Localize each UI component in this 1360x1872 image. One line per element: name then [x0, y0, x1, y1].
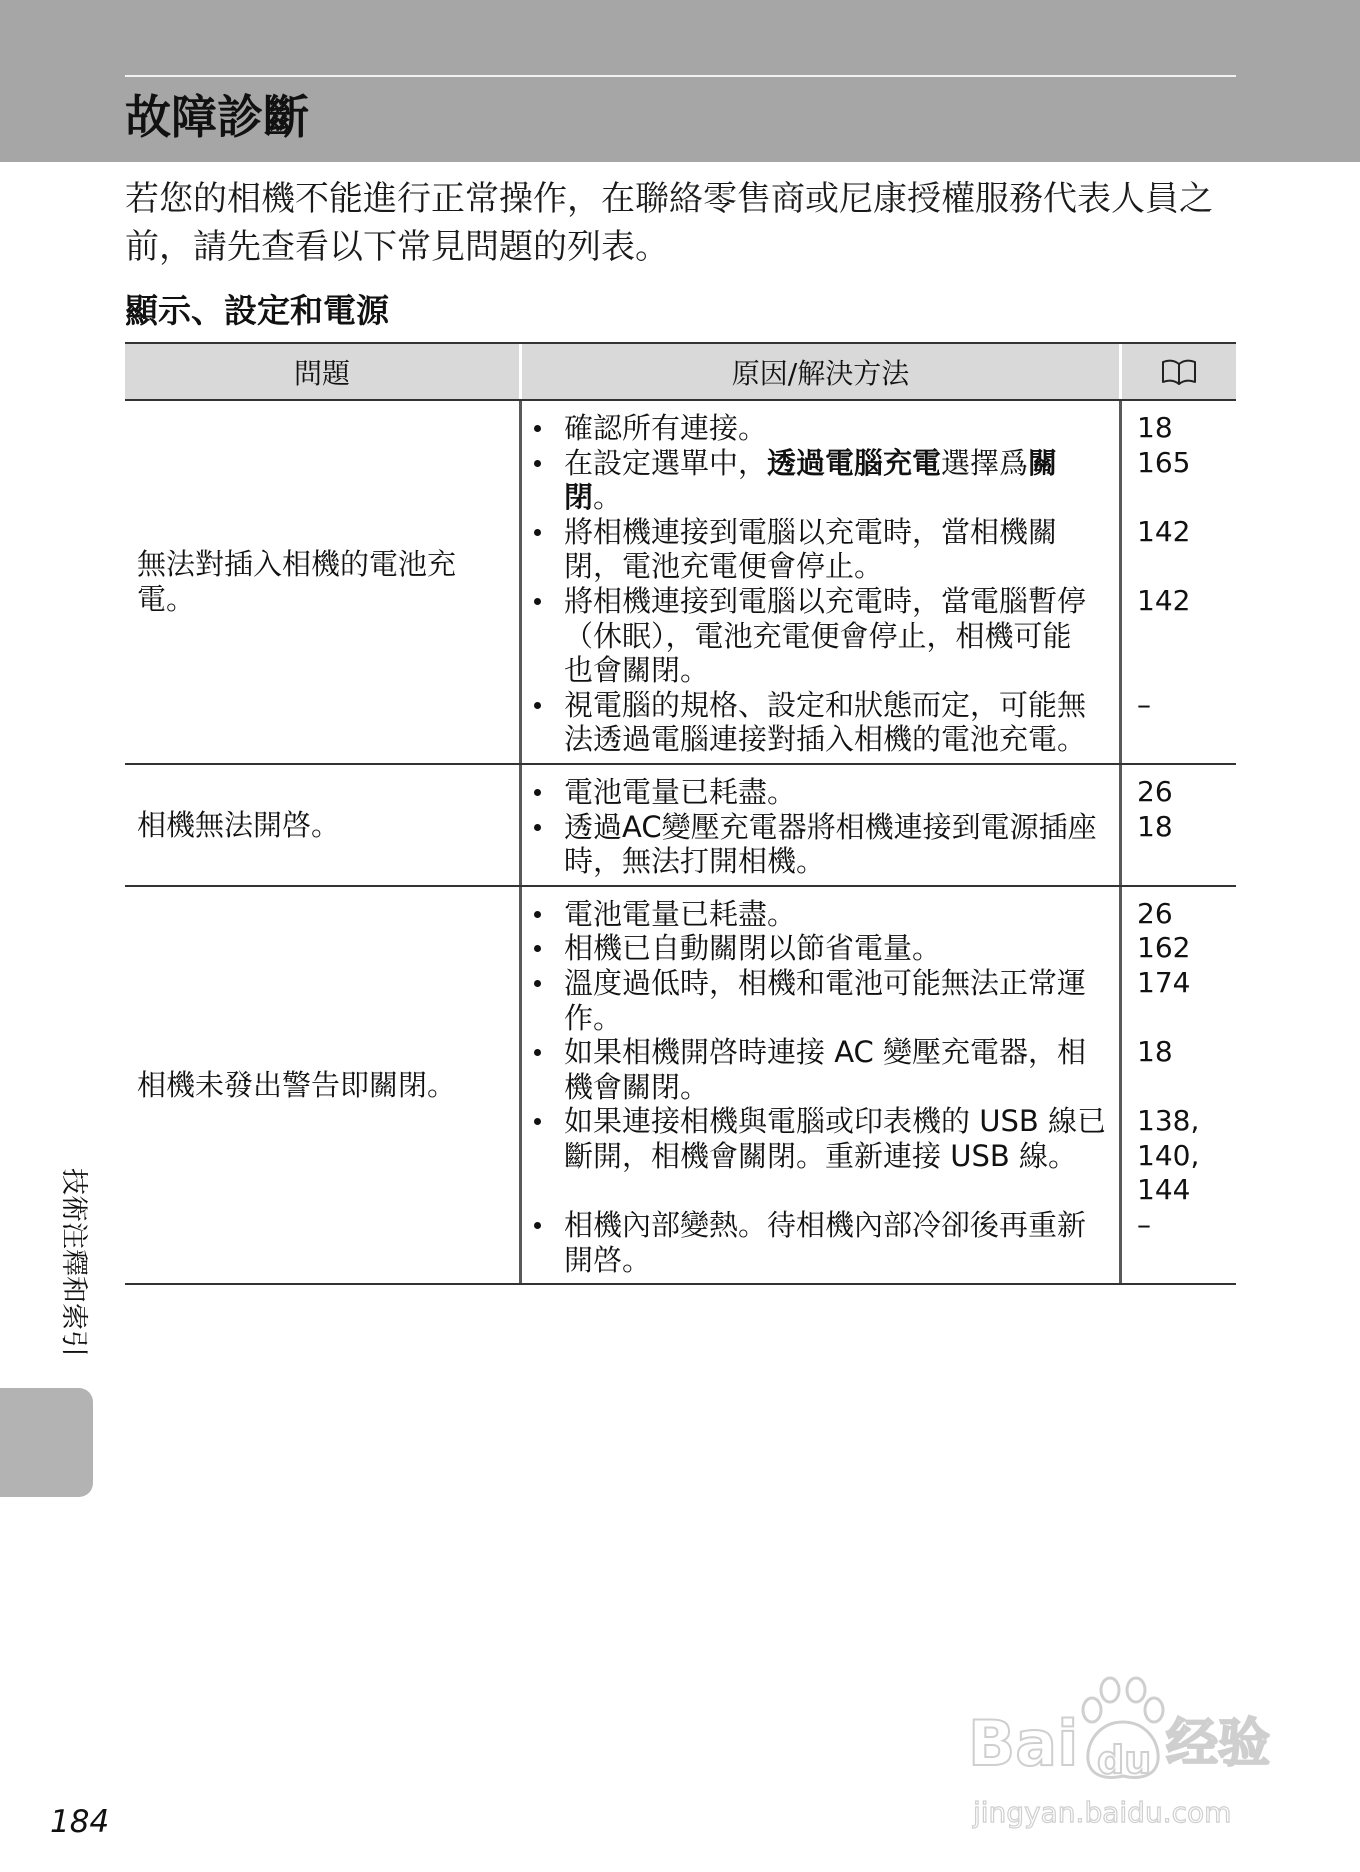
page-reference — [1122, 515, 1236, 584]
column-header-reference — [1122, 344, 1236, 399]
cause-text: 在設定選單中， — [564, 445, 768, 480]
cause-item — [522, 897, 1122, 932]
column-header-problem: 問題 — [125, 344, 522, 399]
problem-line: 相機無法開啓。 — [137, 807, 341, 842]
cause-line: 視電腦的規格、設定和狀態而定，可能無 — [564, 687, 1087, 722]
cause-line: 如果連接相機與電腦或印表機的 USB 線已 — [564, 1104, 1106, 1139]
cause-line: 電池電量已耗盡。 — [564, 774, 797, 809]
page-title: 故障診斷 — [125, 90, 309, 144]
cause-item — [522, 688, 1122, 757]
cause-item — [522, 584, 1122, 688]
cause-line: 也會關閉。 — [564, 653, 710, 688]
reference-line: 18 — [1137, 411, 1173, 444]
cause-line: 如果相機開啓時連接 AC 變壓充電器，相 — [564, 1035, 1087, 1070]
watermark-url: jingyan.baidu.com — [973, 1796, 1232, 1829]
bullet-icon — [534, 980, 541, 987]
cause-item — [522, 1104, 1122, 1208]
page-reference — [1122, 1104, 1236, 1208]
table-row — [125, 401, 1236, 765]
side-tab-marker — [0, 1388, 93, 1497]
cause-line: 透過AC變壓充電器將相機連接到電源插座 — [564, 809, 1097, 844]
page-number: 184 — [50, 1804, 110, 1840]
reference-line: 140, — [1137, 1138, 1200, 1172]
book-icon — [1161, 358, 1197, 386]
troubleshooting-table — [125, 342, 1236, 1285]
cause-line: 時，無法打開相機。 — [564, 844, 826, 879]
cause-text: 選擇爲 — [941, 445, 1029, 480]
page-reference — [1122, 810, 1236, 879]
page-reference — [1122, 446, 1236, 515]
cause-line: 溫度過低時，相機和電池可能無法正常運 — [564, 965, 1087, 1000]
intro-line: 若您的相機不能進行正常操作，在聯絡零售商或尼康授權服務代表人員之 — [125, 179, 1213, 219]
cause-line: 確認所有連接。 — [564, 411, 768, 445]
cause-item — [522, 1035, 1122, 1104]
problem-cell — [125, 887, 522, 1284]
cause-item — [522, 966, 1122, 1035]
table-row — [125, 887, 1236, 1286]
reference-line: 142 — [1137, 514, 1191, 548]
reference-line: 142 — [1137, 583, 1191, 617]
page-reference — [1122, 1208, 1236, 1277]
reference-line: 18 — [1137, 1035, 1173, 1069]
cause-reference-group — [522, 765, 1236, 885]
cause-item — [522, 411, 1122, 446]
cause-item — [522, 446, 1122, 515]
cause-line: 作。 — [564, 1000, 623, 1035]
bullet-icon — [534, 824, 541, 831]
bullet-icon — [534, 529, 541, 536]
cause-item — [522, 931, 1122, 966]
reference-line: 26 — [1137, 896, 1173, 930]
cause-bold-text: 透過電腦充電 — [767, 445, 942, 480]
watermark-brand-mid: du — [1097, 1738, 1152, 1782]
problem-text — [137, 547, 456, 616]
reference-line: – — [1137, 687, 1151, 721]
section-title: 顯示、設定和電源 — [125, 291, 389, 330]
cause-item — [522, 775, 1122, 810]
cause-line: 法透過電腦連接對插入相機的電池充電。 — [564, 722, 1087, 757]
reference-line: 144 — [1137, 1173, 1191, 1207]
problem-line: 電。 — [137, 581, 196, 616]
page-reference — [1122, 688, 1236, 757]
bullet-icon — [534, 702, 541, 709]
page-reference — [1122, 775, 1236, 810]
side-tab-label: 技術注釋和索引 — [58, 1168, 89, 1357]
column-header-cause: 原因/解決方法 — [522, 344, 1122, 399]
reference-line: 138, — [1137, 1104, 1200, 1138]
cause-reference-group — [522, 887, 1236, 1284]
bullet-icon — [534, 911, 541, 918]
cause-item — [522, 515, 1122, 584]
reference-line: 26 — [1137, 774, 1173, 808]
cause-text: 。 — [593, 480, 623, 515]
table-row — [125, 765, 1236, 887]
problem-text — [137, 1068, 456, 1103]
cause-reference-group — [522, 401, 1236, 763]
bullet-icon — [534, 1049, 541, 1056]
bullet-icon — [534, 598, 541, 605]
cause-bold-text: 閉 — [564, 480, 594, 515]
cause-bold-text: 關 — [1028, 445, 1058, 480]
bullet-icon — [534, 460, 541, 467]
problem-line: 相機未發出警告即關閉。 — [137, 1067, 457, 1102]
cause-line: 開啓。 — [564, 1242, 652, 1277]
cause-line: 電池電量已耗盡。 — [564, 896, 797, 931]
watermark-brand-left: Bai — [968, 1707, 1079, 1780]
intro-paragraph — [125, 175, 1213, 271]
watermark-brand-right: 经验 — [1166, 1714, 1271, 1774]
cause-line: 機會關閉。 — [564, 1069, 710, 1104]
page-reference — [1122, 931, 1236, 966]
table-body — [125, 401, 1236, 1285]
cause-line: 將相機連接到電腦以充電時，當相機關 — [564, 514, 1058, 549]
reference-line: 174 — [1137, 965, 1191, 999]
page-reference — [1122, 897, 1236, 932]
bullet-icon — [534, 789, 541, 796]
cause-item — [522, 1208, 1122, 1277]
table-header-row — [125, 342, 1236, 401]
cause-line: 閉，電池充電便會停止。 — [564, 549, 884, 584]
cause-line: 相機內部變熱。待相機內部冷卻後再重新 — [564, 1208, 1087, 1243]
bullet-icon — [534, 1118, 541, 1125]
intro-line: 前，請先查看以下常見問題的列表。 — [125, 227, 669, 267]
cause-item — [522, 810, 1122, 879]
page-reference — [1122, 584, 1236, 688]
bullet-icon — [534, 425, 541, 432]
bullet-icon — [534, 945, 541, 952]
problem-line: 無法對插入相機的電池充 — [137, 547, 457, 582]
bullet-icon — [534, 1222, 541, 1229]
reference-line: 162 — [1137, 931, 1191, 965]
reference-line: 165 — [1137, 445, 1191, 479]
page-reference — [1122, 966, 1236, 1035]
problem-cell — [125, 401, 522, 763]
problem-cell — [125, 765, 522, 885]
cause-line: 將相機連接到電腦以充電時，當電腦暫停 — [564, 583, 1087, 618]
cause-line: 斷開，相機會關閉。重新連接 USB 線。 — [564, 1138, 1077, 1173]
reference-line: – — [1137, 1208, 1151, 1242]
cause-line: 相機已自動關閉以節省電量。 — [564, 931, 942, 966]
header-rule — [125, 75, 1236, 77]
page-reference — [1122, 1035, 1236, 1104]
cause-line — [564, 446, 1122, 481]
cause-line — [564, 480, 1122, 515]
page-reference — [1122, 411, 1236, 446]
cause-line: （休眠），電池充電便會停止，相機可能 — [564, 618, 1072, 653]
reference-line: 18 — [1137, 809, 1173, 843]
problem-text — [137, 808, 340, 843]
